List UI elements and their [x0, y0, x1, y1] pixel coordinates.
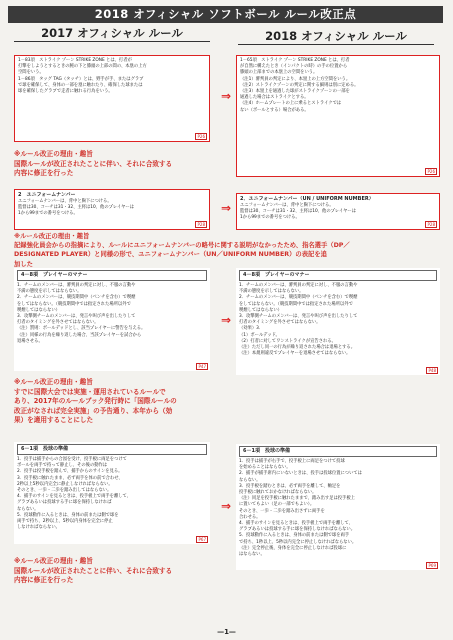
text-line: 球を確保したグラブで走者に触れる行為をいう。	[18, 89, 113, 95]
page-ref: P47	[198, 364, 206, 369]
text-line: 退場させる。	[17, 338, 43, 344]
text-line: （注2）ストライクゾーンの判定に関する細則は別に定める。	[240, 82, 359, 88]
text-line: 打者のタイミングを外させてはならない。	[239, 320, 321, 326]
text-line: で球を確保して、身体の一部を塁に触れたり、確保した球または	[18, 82, 143, 88]
text-line: 4．捕手のサインを見るときは、投手板上で両手を離して、	[239, 521, 354, 527]
text-line: グラブあるいは投球する手に球を保持しなければならない。	[239, 527, 356, 533]
text-line: 2．チームのメンバーは、競技期間中（ベンチを含む）で喫煙	[239, 295, 358, 301]
text-line: 記録強化員会からの指摘により、ルールにユニフォームナンバーの略号に関する説明がなかったため、指名選手（DP／	[14, 242, 350, 250]
new-rules-title: 2018 オフィシャル ルール	[238, 29, 434, 45]
text-line: 通過した場合はストライクとする。	[240, 95, 309, 101]
text-line: 両手で持ち、2秒以上、5秒以内身体を完全に停止	[17, 519, 113, 525]
old-rules-title: 2017 オフィシャル ルール	[14, 26, 210, 42]
text-line: 果）を適用することにした	[14, 416, 94, 425]
new-manner-box	[236, 268, 440, 375]
text-line: 3．攻撃側チームのメンバーは、発言や叫び声を出したりして	[17, 314, 136, 320]
text-line: ならない。	[239, 477, 261, 483]
text-line: が自然に構えたとき（インパクトの時）の手の位置から	[240, 64, 348, 70]
old-pitching-box	[14, 442, 210, 544]
text-line: （注1）審判員の判定により、本塁上の上方空間をいう。	[240, 76, 351, 82]
text-line: 不満の態度を示してはならない。	[239, 289, 304, 295]
text-line: しなければならない。	[17, 525, 60, 531]
text-line: そのとき、一歩・二歩を踏み出してはならない。	[17, 488, 112, 494]
text-line: 2．捕手が捕手席内にいないときは、投手は投球位置については	[239, 471, 362, 477]
text-line: をしてはならない。（競技期間中では指定された場所以外で	[17, 301, 131, 307]
page-banner: 2018 オフィシャル ソフトボール ルール改正点	[8, 6, 443, 23]
text-line: 内容に修正を行った	[14, 576, 74, 585]
text-line: 1から99までの番号をつける。	[18, 211, 78, 217]
page-ref: P26	[427, 169, 435, 174]
text-line: （2）打者に対してワンストライクが宣告される。	[239, 338, 336, 344]
text-line: （注4）ホームプレートの上に乗るとストライクでは	[240, 101, 342, 107]
text-line: 1から99までの番号をつける。	[240, 215, 300, 221]
text-line: 加した	[14, 260, 33, 268]
text-line: ユニフォームナンバーは、背中と胸下につける。	[18, 199, 112, 204]
text-line: 4．捕手のサインを見るときは、投手板上で両手を離して、	[17, 494, 132, 500]
text-line: ユニフォームナンバーは、背中と胸下につける。	[240, 203, 334, 208]
text-line: 2．投手は投手板を踏んで、捕手からのサインを見る。	[17, 469, 123, 475]
text-line: 1－65項 ストライク ゾーン STRIKE ZONE とは、打者	[240, 58, 350, 63]
arrow-right-icon: ⇒	[221, 499, 232, 513]
text-line: ※ルール改正の理由・趣旨	[14, 233, 90, 240]
revision-note	[14, 232, 444, 269]
revision-note	[14, 150, 219, 179]
text-line: ない（ボールとする）場合がある。	[240, 107, 309, 113]
text-line: （効果）3．	[239, 326, 264, 332]
text-line: 3．攻撃側チームのメンバーは、発言や叫び声を出したりして	[239, 314, 358, 320]
text-line: 不満の態度を示してはならない。	[17, 289, 82, 295]
text-line: 膝頭の上部までの本塁上の空間をいう。	[240, 70, 318, 76]
text-line: 1．チームのメンバーは、審判員の判定に対し、不服の言動や	[239, 283, 358, 288]
text-line: 5．投球動作に入るときは、身体の前または側で球を両手	[239, 533, 350, 539]
text-line: 打撃をしようとするときの腕の下と膝頭の上部の間の、本塁の上方	[18, 64, 147, 70]
old-uniform-box	[14, 189, 210, 230]
page-ref: P28	[427, 222, 435, 227]
text-line: グラブあるいは投球する手に球を保持しなければ	[17, 500, 112, 506]
text-line: 改正がなされば完全実施」の予告通り、本年から（効	[14, 406, 173, 415]
text-line: （注）同足を投手板に触れたままで、踏み出す足は投手板上	[239, 496, 355, 502]
text-line: （1）ボールデッド。	[239, 332, 280, 338]
text-line: に置いてもよい（足の一部でもよい）。	[239, 502, 315, 508]
text-line: （注）本規則違反でプレイヤーを退場させてはならない。	[239, 351, 351, 357]
arrow-right-icon: ⇒	[221, 313, 232, 327]
text-line: 1－86項 タッグ TAG（タッチ）とは、野手が手、またはグラブ	[18, 76, 144, 82]
new-pitching-box	[236, 444, 440, 570]
text-line: ならない。	[17, 506, 39, 512]
text-line: 1．投手は捕手が右手で、投手板上に両足をつけて投球	[239, 459, 345, 464]
text-line: ※ルール改正の理由・趣旨	[14, 557, 93, 565]
page-number: —1—	[217, 628, 236, 636]
arrow-right-icon: ⇒	[221, 201, 232, 215]
text-line: ボールを両手で持って静止し、その後の動作は	[17, 463, 108, 469]
text-line: 内容に修正を行った	[14, 169, 74, 178]
section-heading: 2．ユニフォームナンバー（UN / UNIFORM NUMBER）	[240, 196, 436, 203]
text-line: 1－83項 ストライク ゾーン STRIKE ZONE とは、打者が	[18, 58, 132, 63]
text-line: 合わせる。	[239, 514, 261, 520]
text-line: 1．チームのメンバーは、審判員の判定に対し、不服の言動や	[17, 283, 136, 288]
text-line: DESIGNATED PLAYER）と同様の形で、ユニフォームナンバー（UN／UNIFORM NUMBER）の表記を追	[14, 251, 327, 259]
text-line: （注3）本塁上を通過した球がストライクゾーンの一部を	[240, 89, 350, 95]
revision-note	[14, 557, 224, 586]
text-line: ※ルール改正の理由・趣旨	[14, 378, 93, 386]
text-line: ※ルール改正の理由・趣旨	[14, 150, 93, 158]
new-strike-zone-box	[236, 55, 440, 177]
text-line: はならない。	[239, 552, 265, 558]
page-ref: P67	[198, 537, 206, 542]
text-line: 喫煙してはならない）	[239, 307, 282, 313]
section-heading: 6－1項 投球の準備	[17, 444, 207, 455]
revision-note	[14, 378, 224, 426]
text-line: で持ち、1秒以上、5秒以内完全に停止しなければならない。	[239, 539, 357, 545]
text-line: （注）ただし同一の行為が繰り返された場合は退場とする。	[239, 345, 356, 351]
arrow-right-icon: ⇒	[221, 89, 232, 103]
text-line: 監督は30、コーチは31・32、主将は10、他のプレイヤーは	[240, 209, 357, 215]
text-line: あり、2017年のルールブック発行時に「国際ルールの	[14, 397, 177, 406]
text-line: （注）罰則：ボールデッドとし、該当プレイヤーに警告を与える。	[17, 326, 146, 332]
text-line: （注）完全停止後、身体を完全に停止しなければ投球に	[239, 545, 347, 551]
text-line: 1．投手は捕手からの合図を受け、投手板に両足をつけて	[17, 457, 127, 462]
section-heading: 4－8項 プレイヤーのマナー	[239, 270, 437, 281]
text-line: 打者のタイミングを外させてはならない。	[17, 320, 99, 326]
text-line: 2．チームのメンバーは、競技期間中（ベンチを含む）で喫煙	[17, 295, 136, 301]
old-strike-zone-box	[14, 55, 210, 142]
new-uniform-box	[236, 193, 440, 230]
page-ref: P48	[428, 368, 436, 373]
section-heading: 2 ユニフォームナンバー	[18, 192, 206, 199]
text-line: 空間をいう。	[18, 70, 44, 76]
section-heading: 6－1項 投球の準備	[239, 446, 437, 457]
page-ref: P26	[197, 134, 205, 139]
text-line: 監督は30、コーチは31・32、主将は10、他のプレイヤーは	[18, 205, 135, 211]
text-line: 投手板に触れておかなければならない。	[239, 490, 317, 496]
text-line: 国際ルールが改正されたことに伴い、それに合致する	[14, 566, 173, 575]
text-line: 3．投手板を踏むときは、必ず両手を離して、軸足を	[239, 483, 341, 489]
text-line: 3．投手板に触れたまま、必ず両手を体の前で合わせ、	[17, 475, 123, 481]
text-line: 5．投球動作に入るときは、身体の前または側で球を	[17, 512, 119, 518]
text-line: をしてはならない。（競技期間中では指定された場所以外で	[239, 301, 353, 307]
text-line: 喫煙してはならない）	[17, 307, 60, 313]
text-line: を始めることはならない。	[239, 465, 291, 471]
text-line: そのとき、一歩・二歩を踏み出さずに両手を	[239, 508, 325, 514]
text-line: （注）同様の行為を繰り返した場合、当該プレイヤーを試合から	[17, 332, 142, 338]
text-line: 2秒以上5秒以内完全に静止しなければならない。	[17, 481, 113, 487]
text-line: すでに国際大会では実施・運用されているルールで	[14, 387, 166, 396]
old-manner-box	[14, 268, 210, 371]
text-line: 国際ルールが改正されたことに伴い、それに合致する	[14, 159, 173, 168]
section-heading: 4－8項 プレイヤーのマナー	[17, 270, 207, 281]
page-ref: P69	[428, 563, 436, 568]
page-ref: P28	[197, 222, 205, 227]
